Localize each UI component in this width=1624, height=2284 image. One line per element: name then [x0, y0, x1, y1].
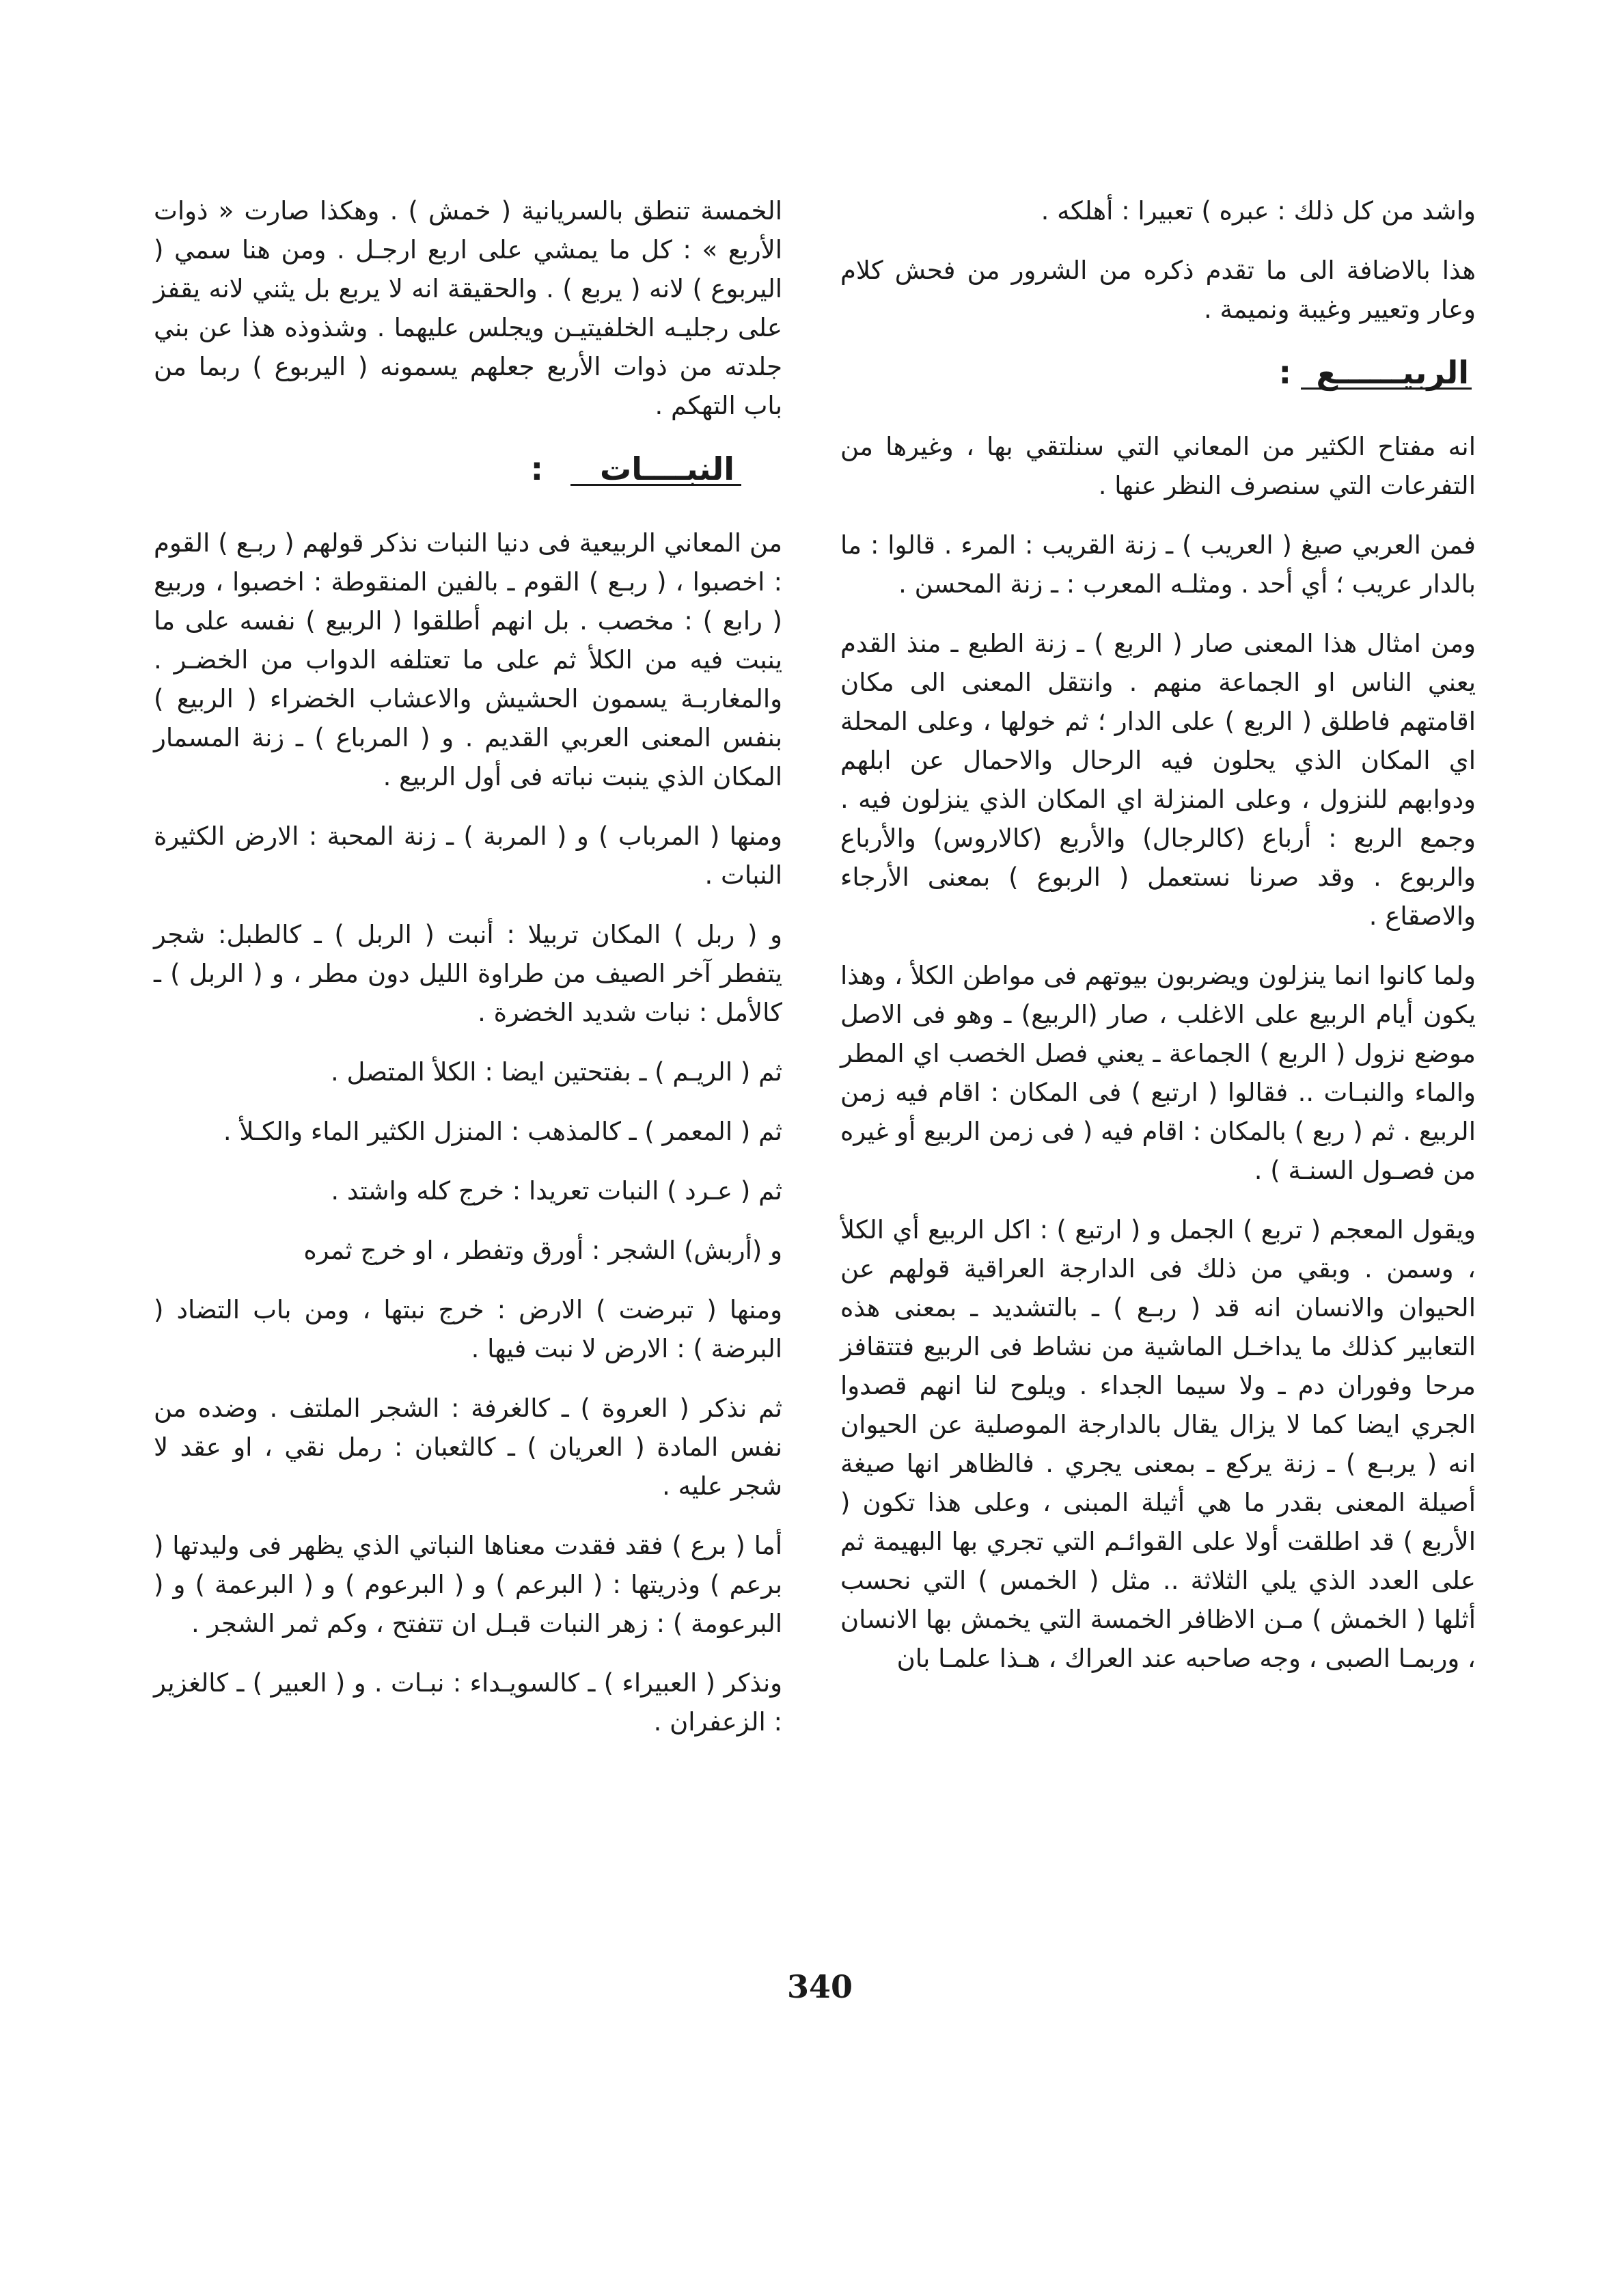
heading-text: النبــــات	[600, 450, 734, 487]
paragraph: ونذكر ( العبيراء ) ـ كالسويـداء : نبـات . و ( العبير ) ـ كالغزير : الزعفران .	[154, 1668, 782, 1737]
paragraph: ثم ( المعمر ) ـ كالمذهب : المنزل الكثير الماء والكـلأ .	[223, 1117, 782, 1146]
paragraph: ثم نذكر ( العروة ) ـ كالغرفة : الشجر الملتف . وضده من نفس المادة ( العريان ) ـ كالثعبان : رمل نقي ، او عقد لا شجر عليه .	[154, 1393, 782, 1501]
page-number: 340	[786, 1968, 853, 2005]
heading-colon: :	[530, 450, 543, 487]
section-heading-nabat	[154, 446, 782, 493]
paragraph: ومنها ( المرباب ) و ( المربة ) ـ زنة المحبة : الارض الكثيرة النبات .	[154, 821, 782, 890]
left-column	[154, 191, 782, 1762]
right-column	[840, 191, 1476, 1698]
heading-colon: :	[1278, 354, 1291, 391]
section-heading-rabi	[840, 349, 1476, 397]
paragraph: ثم ( عـرد ) النبات تعريدا : خرج كله واشتد .	[331, 1176, 782, 1206]
paragraph: فمن العربي صيغ ( العريب ) ـ زنة القريب : المرء . قالوا : ما بالدار عريب ؛ أي أحد . ومثلـه المعرب : ـ زنة المحسن .	[840, 530, 1476, 599]
paragraph: و (أربش) الشجر : أورق وتفطر ، او خرج ثمره	[303, 1236, 782, 1265]
heading-text: الربيــــــع	[1316, 354, 1469, 391]
paragraph: من المعاني الربيعية فى دنيا النبات نذكر قولهم ( ربـع ) القوم : اخصبوا ، ( ربـع ) القوم ـ بالفين المنقوطة : اخصبوا ، وربيع ( رابع ) : مخصب . بل انهم أطلقوا ( الربيع ) نفسه على ما ينبت فيه من الكلأ ثم على ما تعتلفه الدواب من الخضـر . والمغاربـة يسمون الحشيش والاعشاب الخضراء ( الربيع ) بنفس المعنى العربي القديم . و ( المرباع ) ـ زنة المسمار المكان الذي ينبت نباته فى أول الربيع .	[154, 528, 782, 791]
paragraph: انه مفتاح الكثير من المعاني التي سنلتقي بها ، وغيرها من التفرعات التي سنصرف النظر عنها .	[840, 432, 1476, 500]
paragraph: أما ( برع ) فقد فقدت معناها النباتي الذي يظهر فى وليدتها ( برعم ) وذريتها : ( البرعم ) و ( البرعوم ) و ( البرعمة ) و ( البرعومة ) : زهر النبات قبـل ان تتفتح ، وكم ثمر الشجر .	[154, 1531, 782, 1638]
paragraph: ومنها ( تبرضت ) الارض : خرج نبتها ، ومن باب التضاد ( البرضة ) : الارض لا نبت فيها .	[154, 1295, 782, 1363]
heading-underline	[570, 484, 741, 486]
paragraph: واشد من كل ذلك : عبره ) تعبيرا : أهلكه .	[1041, 196, 1476, 226]
paragraph: ولما كانوا انما ينزلون ويضربون بيوتهم فى مواطن الكلأ ، وهذا يكون أيام الربيع على الاغلب ، صار (الربيع) ـ وهو فى الاصل موضع نزول ( الربع ) الجماعة ـ يعني فصل الخصب اي المطر والماء والنبـات .. فقالوا ( ارتبع ) فى المكان : اقام فيه زمن الربيع . ثم ( ربع ) بالمكان : اقام فيه ( فى زمن الربيع أو غيره من فصـول السنـة ) .	[840, 961, 1476, 1185]
paragraph: هذا بالاضافة الى ما تقدم ذكره من الشرور من فحش كلام وعار وتعيير وغيبة ونميمة .	[840, 256, 1476, 324]
paragraph: ويقول المعجم ( تربع ) الجمل و ( ارتبع ) : اكل الربيع أي الكلأ ، وسمن . وبقي من ذلك فى الدارجة العراقية قولهم عن الحيوان والانسان انه قد ( ربـع ) ـ بالتشديد ـ بمعنى هذه التعابير كذلك ما يداخـل الماشية من نشاط فى الربيع فتتقافز مرحا وفوران دم ـ ولا سيما الجداء . ويلوح لنا انهم قصدوا الجري ايضا كما لا يزال يقال بالدارجة الموصلية عن الحيوان انه ( يربـع ) ـ زنة يركع ـ بمعنى يجري . فالظاهر انها صيغة أصيلة المعنى بقدر ما هي أثيلة المبنى ، وعلى هذا تكون ( الأربع ) قد اطلقت أولا على القوائـم التي تجري بها البهيمة ثم على العدد الذي يلي الثلاثة .. مثل ( الخمس ) التي نحسب أثلها ( الخمش ) مـن الاظافر الخمسة التي يخمش بها الانسان ، وربمـا الصبى ، وجه صاحبه عند العراك ، هـذا علمـا بان	[840, 1215, 1476, 1673]
heading-underline	[1301, 388, 1472, 390]
paragraph: و ( ربل ) المكان تربيلا : أنبت ( الربل ) ـ كالطبل: شجر يتفطر آخر الصيف من طراوة الليل دون مطر ، و ( الربل ) ـ كالأمل : نبات شديد الخضرة .	[154, 920, 782, 1027]
paragraph: ومن امثال هذا المعنى صار ( الربع ) ـ زنة الطبع ـ منذ القدم يعني الناس او الجماعة منهم . وانتقل المعنى الى مكان اقامتهم فاطلق ( الربع ) على الدار ؛ ثم خولها ، وعلى المحلة اي المكان الذي يحلون فيه الرحال والاحمال عن ابلهم ودوابهم للنزول ، وعلى المنزلة اي المكان الذي ينزلون فيه . وجمع الربع : أرباع (كالرجال) والأربع (كالاروس) والأرباع والربوع . وقد صرنا نستعمل ( الربوع ) بمعنى الأرجاء والاصقاع .	[840, 629, 1476, 931]
paragraph: ثم ( الريـم ) ـ بفتحتين ايضا : الكلأ المتصل .	[331, 1057, 782, 1087]
paragraph: الخمسة تنطق بالسريانية ( خمش ) . وهكذا صارت « ذوات الأربع » : كل ما يمشي على اربع ارجـل . ومن هنا سمي ( اليربوع ) لانه ( يربع ) . والحقيقة انه لا يربع بل يثني لانه يقفز على رجليـه الخلفيتيـن ويجلس عليهما . وشذوذه هذا عن بني جلدته من ذوات الأربع جعلهم يسمونه ( اليربوع ) ربما من باب التهكم .	[154, 196, 782, 420]
